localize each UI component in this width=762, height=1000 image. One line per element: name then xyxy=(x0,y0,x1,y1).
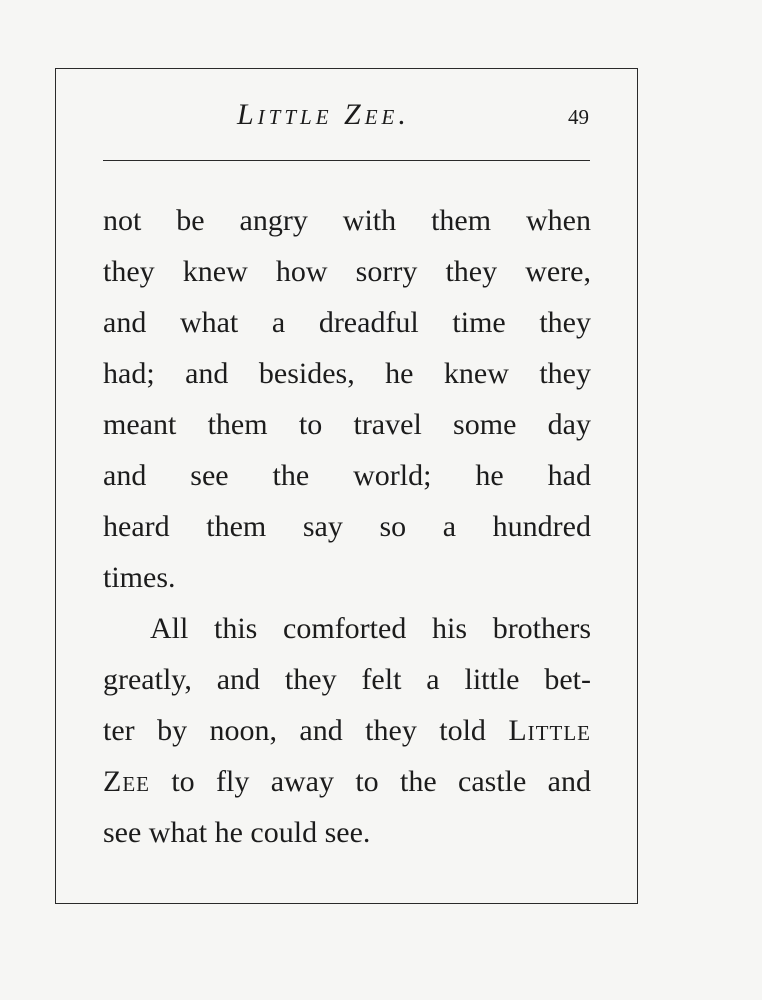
text-line: see what he could see. xyxy=(103,816,371,849)
text-line: All this comforted his brothers xyxy=(150,612,591,645)
text-line: meant them to travel some day xyxy=(103,408,591,441)
text-line: times. xyxy=(103,561,176,594)
text-line xyxy=(103,705,591,756)
small-caps-name: Little xyxy=(508,714,591,747)
text-line: greatly, and they felt a little bet- xyxy=(103,663,591,696)
header-rule xyxy=(103,160,590,161)
text-line: and see the world; he had xyxy=(103,459,591,492)
text-fragment: ter by noon, and they told xyxy=(103,714,509,747)
page-number: 49 xyxy=(568,105,589,129)
text-fragment: to fly away to the castle and xyxy=(149,765,591,798)
text-line: and what a dreadful time they xyxy=(103,306,591,339)
body-text xyxy=(103,195,591,858)
small-caps-name: Zee xyxy=(103,765,150,798)
text-line: had; and besides, he knew they xyxy=(103,357,591,390)
text-line: they knew how sorry they were, xyxy=(103,255,591,288)
text-line: heard them say so a hundred xyxy=(103,510,591,543)
text-line xyxy=(103,756,591,807)
running-title: Little Zee. xyxy=(237,98,410,131)
text-line: not be angry with them when xyxy=(103,204,591,237)
